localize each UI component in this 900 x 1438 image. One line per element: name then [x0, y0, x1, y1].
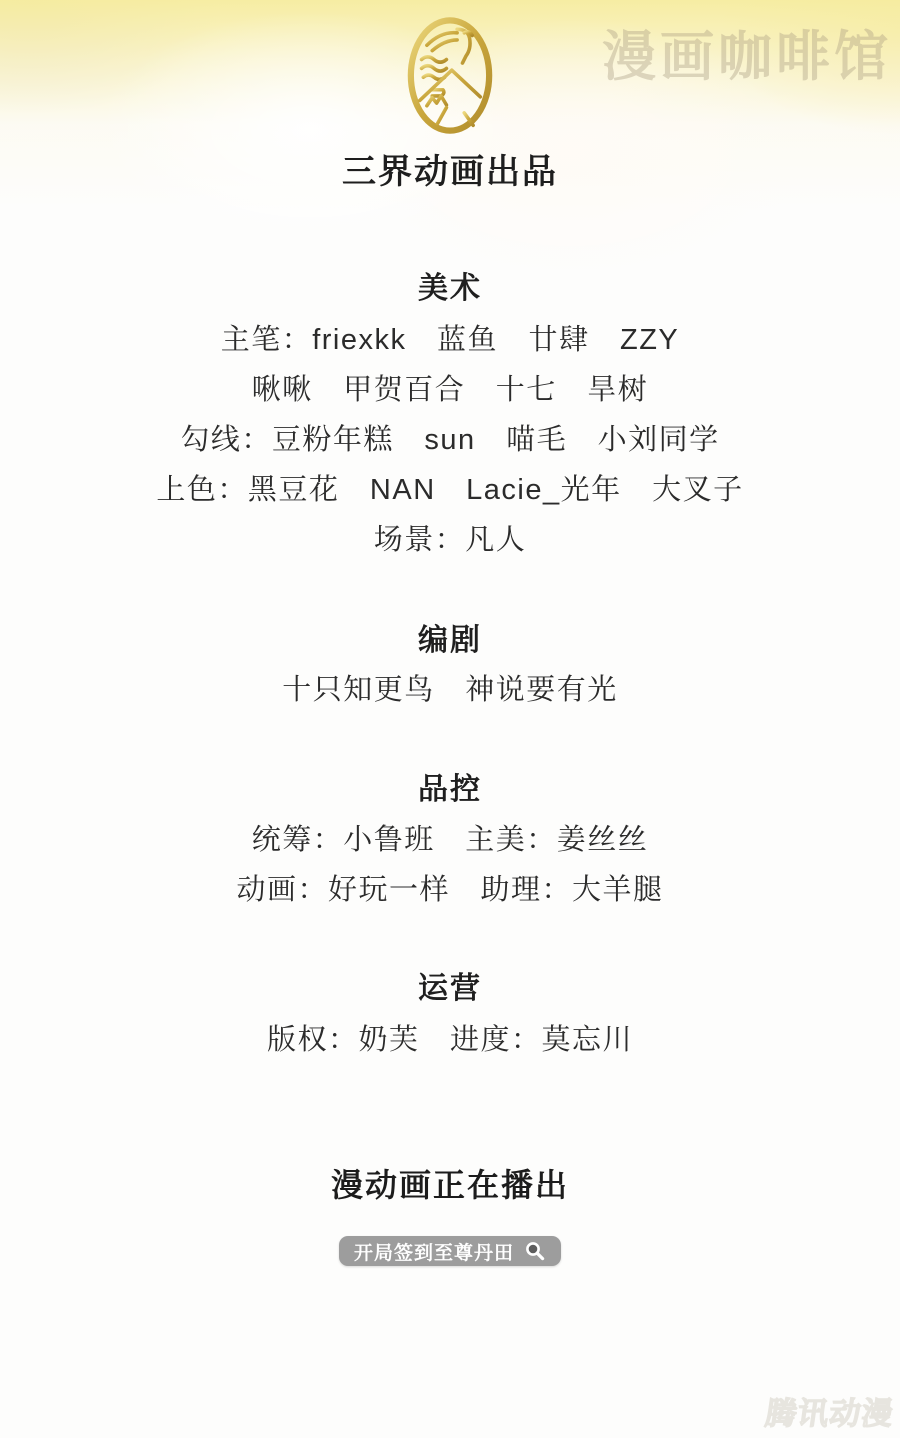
credit-line: 统筹：小鲁班 主美：姜丝丝 — [251, 824, 649, 856]
section-heading-operations: 运营 — [418, 972, 482, 1005]
platform-watermark: 腾讯动漫 — [763, 1396, 897, 1431]
credit-line: 上色：黑豆花 NAN Lacie_光年 大叉子 — [156, 474, 744, 506]
studio-production-title: 三界动画出品 — [342, 153, 558, 191]
credit-line: 主笔：friexkk 蓝鱼 廿肆 ZZY — [220, 324, 680, 356]
credit-line: 十只知更鸟 神说要有光 — [282, 674, 618, 706]
search-icon — [524, 1240, 546, 1262]
studio-seal-icon — [405, 15, 495, 136]
credit-line: 版权：奶芙 进度：莫忘川 — [266, 1024, 633, 1056]
section-heading-art: 美术 — [418, 272, 482, 305]
credit-line: 动画：好玩一样 助理：大羊腿 — [236, 874, 664, 906]
credit-line: 啾啾 甲贺百合 十七 旱树 — [251, 374, 649, 406]
promo-search-pill[interactable] — [339, 1236, 561, 1266]
section-heading-screenwriter: 编剧 — [418, 624, 482, 657]
credit-line: 勾线：豆粉年糕 sun 喵毛 小刘同学 — [180, 424, 720, 456]
broadcast-heading: 漫动画正在播出 — [330, 1167, 569, 1203]
section-heading-quality-control: 品控 — [418, 773, 482, 806]
credit-line: 场景：凡人 — [373, 524, 527, 556]
promo-title-label: 开局签到至尊丹田 — [353, 1242, 514, 1264]
site-watermark: 漫画咖啡馆 — [602, 27, 892, 87]
